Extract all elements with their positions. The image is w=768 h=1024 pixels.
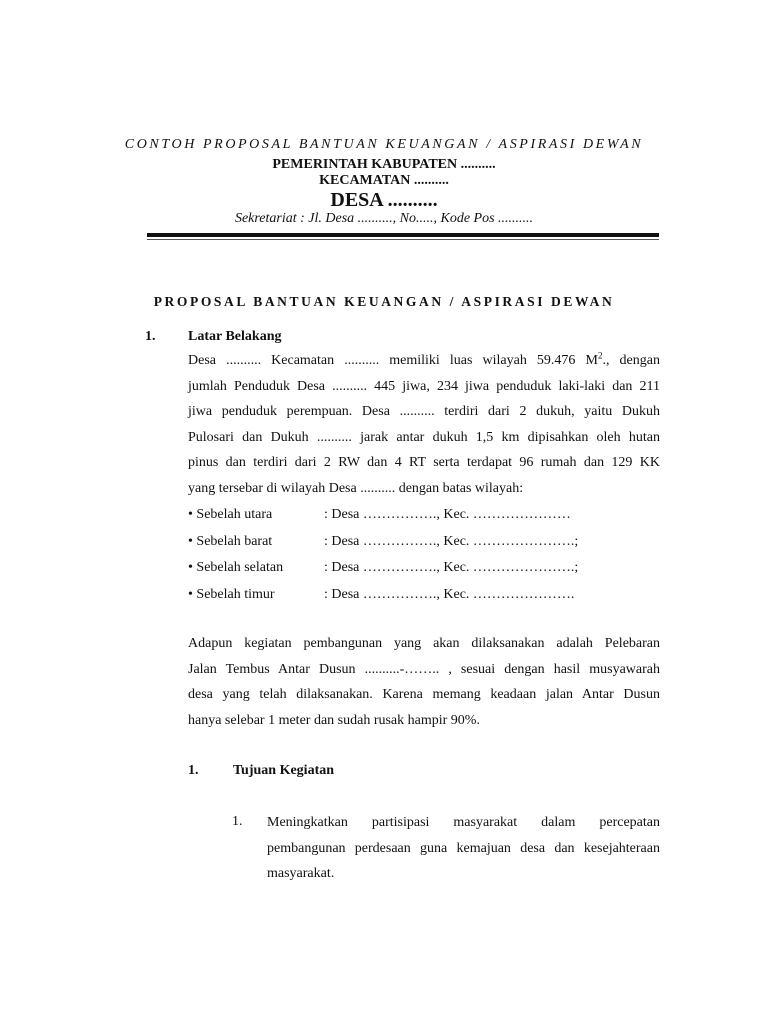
paragraph-line: hanya selebar 1 meter dan sudah rusak hampir 90%. bbox=[188, 712, 480, 728]
list-item-line: Meningkatkan partisipasi masyarakat dalam percepatan bbox=[267, 815, 660, 830]
border-label: • Sebelah selatan bbox=[188, 560, 284, 575]
document-title: PROPOSAL BANTUAN KEUANGAN / ASPIRASI DEWAN bbox=[153, 294, 615, 309]
list-item-line: pembangunan perdesaan guna kemajuan desa dan kesejahteraan bbox=[267, 840, 660, 856]
paragraph-line: Adapun kegiatan pembangunan yang akan dilaksanakan adalah Pelebaran bbox=[188, 636, 660, 651]
header-secretariat: Sekretariat : Jl. Desa .........., No....., Kode Pos .......... bbox=[234, 211, 534, 226]
border-value: : Desa ……………., Kec. ………………… bbox=[324, 507, 571, 522]
header-government: PEMERINTAH KABUPATEN .......... bbox=[272, 157, 496, 172]
paragraph-line: jiwa penduduk perempuan. Desa .......... terdiri dari 2 dukuh, yaitu Dukuh bbox=[188, 404, 660, 419]
header-district: KECAMATAN .......... bbox=[319, 173, 449, 188]
activity-paragraph bbox=[188, 631, 660, 733]
list-item-text bbox=[267, 810, 660, 887]
area-superscript: 2 bbox=[597, 350, 603, 361]
paragraph-line: Desa .......... Kecamatan .......... memiliki luas wilayah 59.476 $M^2$., dengan bbox=[188, 350, 660, 368]
border-value: : Desa ……………., Kec. …………………. bbox=[324, 587, 575, 602]
paragraph-line: yang tersebar di wilayah Desa .......... dengan batas wilayah: bbox=[188, 480, 524, 496]
paragraph-line: pinus dan terdiri dari 2 RW dan 4 RT serta terdapat 96 rumah dan 129 KK bbox=[188, 455, 660, 470]
border-value: : Desa ……………., Kec. ………………….; bbox=[324, 534, 579, 549]
header-rule-thin bbox=[147, 239, 659, 240]
list-item-number: 1. bbox=[232, 814, 243, 829]
background-paragraph bbox=[188, 348, 660, 501]
paragraph-line: desa yang telah dilaksanakan. Karena memang keadaan jalan Antar Dusun bbox=[188, 687, 660, 702]
list-item-line: masyarakat. bbox=[267, 866, 335, 881]
border-label: • Sebelah utara bbox=[188, 507, 273, 522]
header-village: DESA .......... bbox=[330, 189, 438, 211]
header-top-line: CONTOH PROPOSAL BANTUAN KEUANGAN / ASPIRASI DEWAN bbox=[124, 137, 644, 152]
paragraph-line: Pulosari dan Dukuh .......... jarak antar dukuh 1,5 km dipisahkan oleh hutan bbox=[188, 429, 660, 445]
border-label: • Sebelah timur bbox=[188, 587, 275, 602]
subsection-number: 1. bbox=[188, 763, 199, 778]
section-title: Latar Belakang bbox=[188, 329, 282, 344]
header-rule-thick bbox=[147, 233, 659, 237]
border-value: : Desa ……………., Kec. ………………….; bbox=[324, 560, 579, 575]
border-label: • Sebelah barat bbox=[188, 534, 273, 549]
subsection-title: Tujuan Kegiatan bbox=[233, 763, 335, 778]
paragraph-line: Jalan Tembus Antar Dusun ..........-…….. , sesuai dengan hasil musyawarah bbox=[188, 661, 660, 677]
section-number: 1. bbox=[145, 329, 156, 344]
paragraph-line: jumlah Penduduk Desa .......... 445 jiwa, 234 jiwa penduduk laki-laki dan 211 bbox=[188, 378, 660, 394]
